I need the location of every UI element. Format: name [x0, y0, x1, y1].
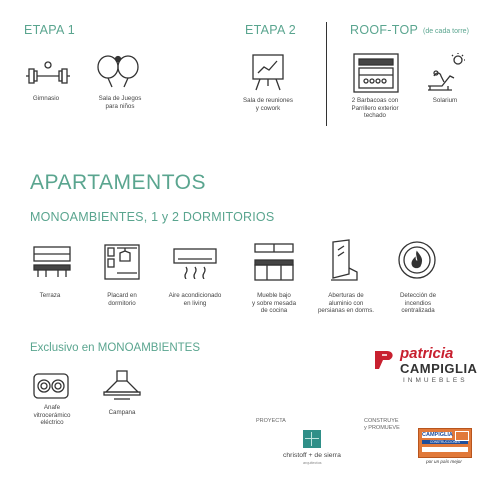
kitchen-label-line3: de cocina — [260, 307, 288, 314]
bbq-label-line3: techado — [363, 112, 387, 119]
rooftop-note: (de cada torre) — [423, 28, 469, 35]
kitchen-label-line2: y sobre mesada — [251, 299, 297, 307]
exclusive-title: Exclusivo en MONOAMBIENTES — [30, 342, 200, 354]
bbq-label — [342, 97, 408, 120]
brand-inmuebles: INMUEBLES — [403, 377, 468, 384]
games-label-line1: Sala de Juegos — [98, 95, 142, 102]
apartments-title: APARTAMENTOS — [30, 171, 206, 194]
fire-detector-icon — [396, 239, 438, 281]
window-icon — [327, 238, 363, 282]
badge-building-icon — [455, 431, 469, 441]
kitchen-cabinet-icon — [253, 242, 295, 282]
etapa1-heading: ETAPA 1 — [24, 23, 75, 37]
logo-mark-icon — [373, 347, 399, 371]
apartments-subtitle: MONOAMBIENTES, 1 y 2 DORMITORIOS — [30, 210, 275, 224]
dumbbell-icon — [26, 60, 70, 88]
christoff-sub: arquitectos — [303, 461, 322, 465]
fire-label-line2: incendios — [404, 299, 432, 307]
proyecta-label: PROYECTA — [256, 418, 286, 424]
terrace-icon — [32, 243, 72, 279]
campiglia-tagline: por un país mejor — [426, 459, 462, 464]
brand-patricia: patricia — [400, 345, 454, 362]
windows-label-line2: aluminio con — [328, 299, 364, 307]
games-label-line2: para niños — [105, 102, 135, 110]
barbecue-icon — [352, 52, 400, 94]
air-conditioner-icon — [172, 247, 218, 279]
windows-label-line3: persianas en dorms. — [317, 307, 375, 314]
games-room-label — [90, 95, 150, 110]
rooftop-heading: ROOF-TOP — [350, 23, 419, 37]
kitchen-label-line1: Mueble bajo — [257, 292, 291, 299]
ping-pong-icon — [94, 55, 142, 89]
fire-label-line1: Detección de — [399, 292, 437, 299]
gym-label: Gimnasio — [32, 95, 60, 102]
ac-label-line2: en living — [183, 299, 207, 307]
christoff-name: christoff + de sierra — [283, 452, 341, 459]
ac-label-line1: Aire acondicionado — [168, 292, 222, 299]
solarium-label: Solarium — [432, 97, 458, 104]
fire-label — [388, 292, 448, 315]
fire-label-line3: centralizada — [401, 307, 435, 314]
ac-label — [162, 292, 228, 307]
brand-campiglia: CAMPIGLIA — [400, 361, 478, 376]
badge-campiglia: CAMPIGLIA — [422, 432, 453, 438]
etapa2-heading: ETAPA 2 — [245, 23, 296, 37]
windows-label-line1: Aberturas de — [328, 292, 364, 299]
bbq-label-line1: 2 Barbacoas con — [351, 97, 399, 104]
campiglia-construcciones-logo — [418, 428, 472, 458]
closet-label-line1: Placard en — [107, 292, 137, 299]
cooktop-label-line2: vitrocerámico — [33, 411, 71, 419]
windows-label — [312, 292, 380, 315]
kitchen-label — [244, 292, 304, 315]
christoff-logo-icon — [303, 430, 321, 448]
closet-label — [92, 292, 152, 307]
cooktop-label-line3: eléctrico — [40, 419, 64, 426]
cooktop-label — [24, 404, 80, 427]
meeting-label-line1: Sala de reuniones — [243, 97, 293, 104]
terrace-label: Terraza — [39, 292, 61, 299]
badge-construcciones: CONSTRUCCIONES — [422, 440, 468, 444]
section-divider — [326, 22, 327, 126]
bbq-label-line2: Parrillero exterior — [351, 104, 399, 112]
meeting-label-line2: y cowork — [255, 104, 281, 112]
meeting-room-label — [240, 97, 296, 112]
cooktop-label-line1: Anafe — [43, 404, 61, 411]
presentation-board-icon — [250, 52, 286, 92]
closet-icon — [103, 243, 141, 281]
sun-lounger-icon — [424, 52, 466, 92]
cooktop-icon — [33, 373, 69, 399]
range-hood-icon — [102, 370, 142, 402]
patricia-campiglia-logo — [373, 345, 478, 390]
construye-label: CONSTRUYE — [364, 418, 399, 424]
closet-label-line2: dormitorio — [108, 299, 136, 307]
promueve-label: y PROMUEVE — [364, 425, 400, 431]
hood-label: Campana — [108, 409, 136, 416]
